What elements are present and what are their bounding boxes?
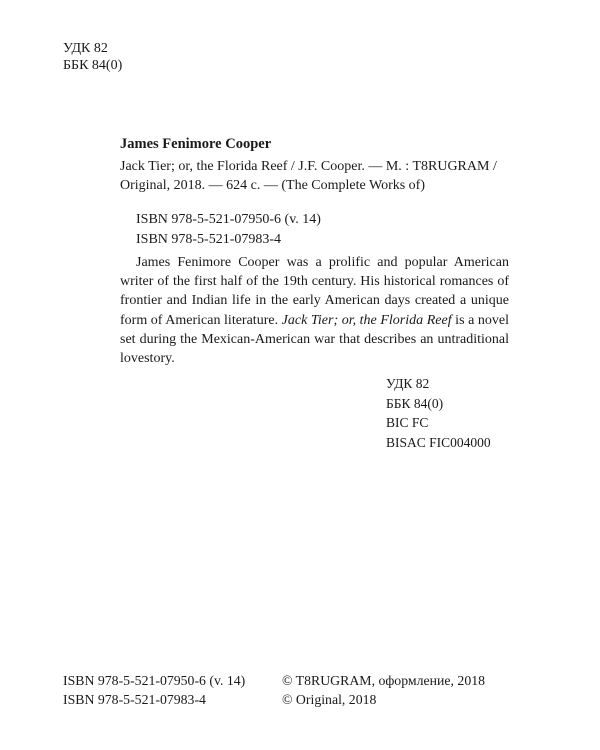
- abstract-text-1: James Fenimore Cooper was a prolific and popular American writer of the first half of the 19th century. His historical romances of frontier and Indian life in the early American days created a unique form of American literature.: [120, 255, 509, 328]
- udk-code: УДК 82: [63, 41, 108, 56]
- isbn-block: [136, 210, 321, 250]
- isbn-set: ISBN 978-5-521-07983-4: [136, 232, 282, 247]
- bottom-isbns: [63, 671, 245, 709]
- udk-code-right: УДК 82: [386, 376, 430, 391]
- bottom-isbn-volume: ISBN 978-5-521-07950-6 (v. 14): [63, 673, 246, 688]
- classification-codes-right: [386, 374, 491, 452]
- bibliographic-description: [120, 157, 510, 195]
- bbk-code-right: ББК 84(0): [386, 395, 444, 411]
- bisac-code: BISAC FIC004000: [386, 434, 491, 450]
- abstract-book-title: Jack Tier; or, the Florida Reef: [281, 312, 452, 328]
- classification-codes-top: [63, 40, 122, 74]
- copyright-notices: [282, 671, 485, 709]
- bbk-code: ББК 84(0): [63, 58, 123, 73]
- bic-code: BIC FC: [386, 415, 429, 430]
- copyright-original: © Original, 2018: [282, 692, 377, 707]
- abstract-text-2: is a novel set during the Mexican-American war that describes an untraditional lovestory.: [120, 312, 509, 367]
- author-name: James Fenimore Cooper: [120, 136, 272, 152]
- biblio-line-1: Jack Tier; or, the Florida Reef / J.F. Cooper. — M. : T8RUGRAM /: [120, 159, 497, 174]
- isbn-volume: ISBN 978-5-521-07950-6 (v. 14): [136, 212, 321, 227]
- copyright-publisher: © T8RUGRAM, оформление, 2018: [282, 673, 486, 688]
- book-abstract: [120, 253, 509, 368]
- biblio-line-2: Original, 2018. — 624 c. — (The Complete Works of): [120, 178, 426, 193]
- bottom-isbn-set: ISBN 978-5-521-07983-4: [63, 692, 206, 707]
